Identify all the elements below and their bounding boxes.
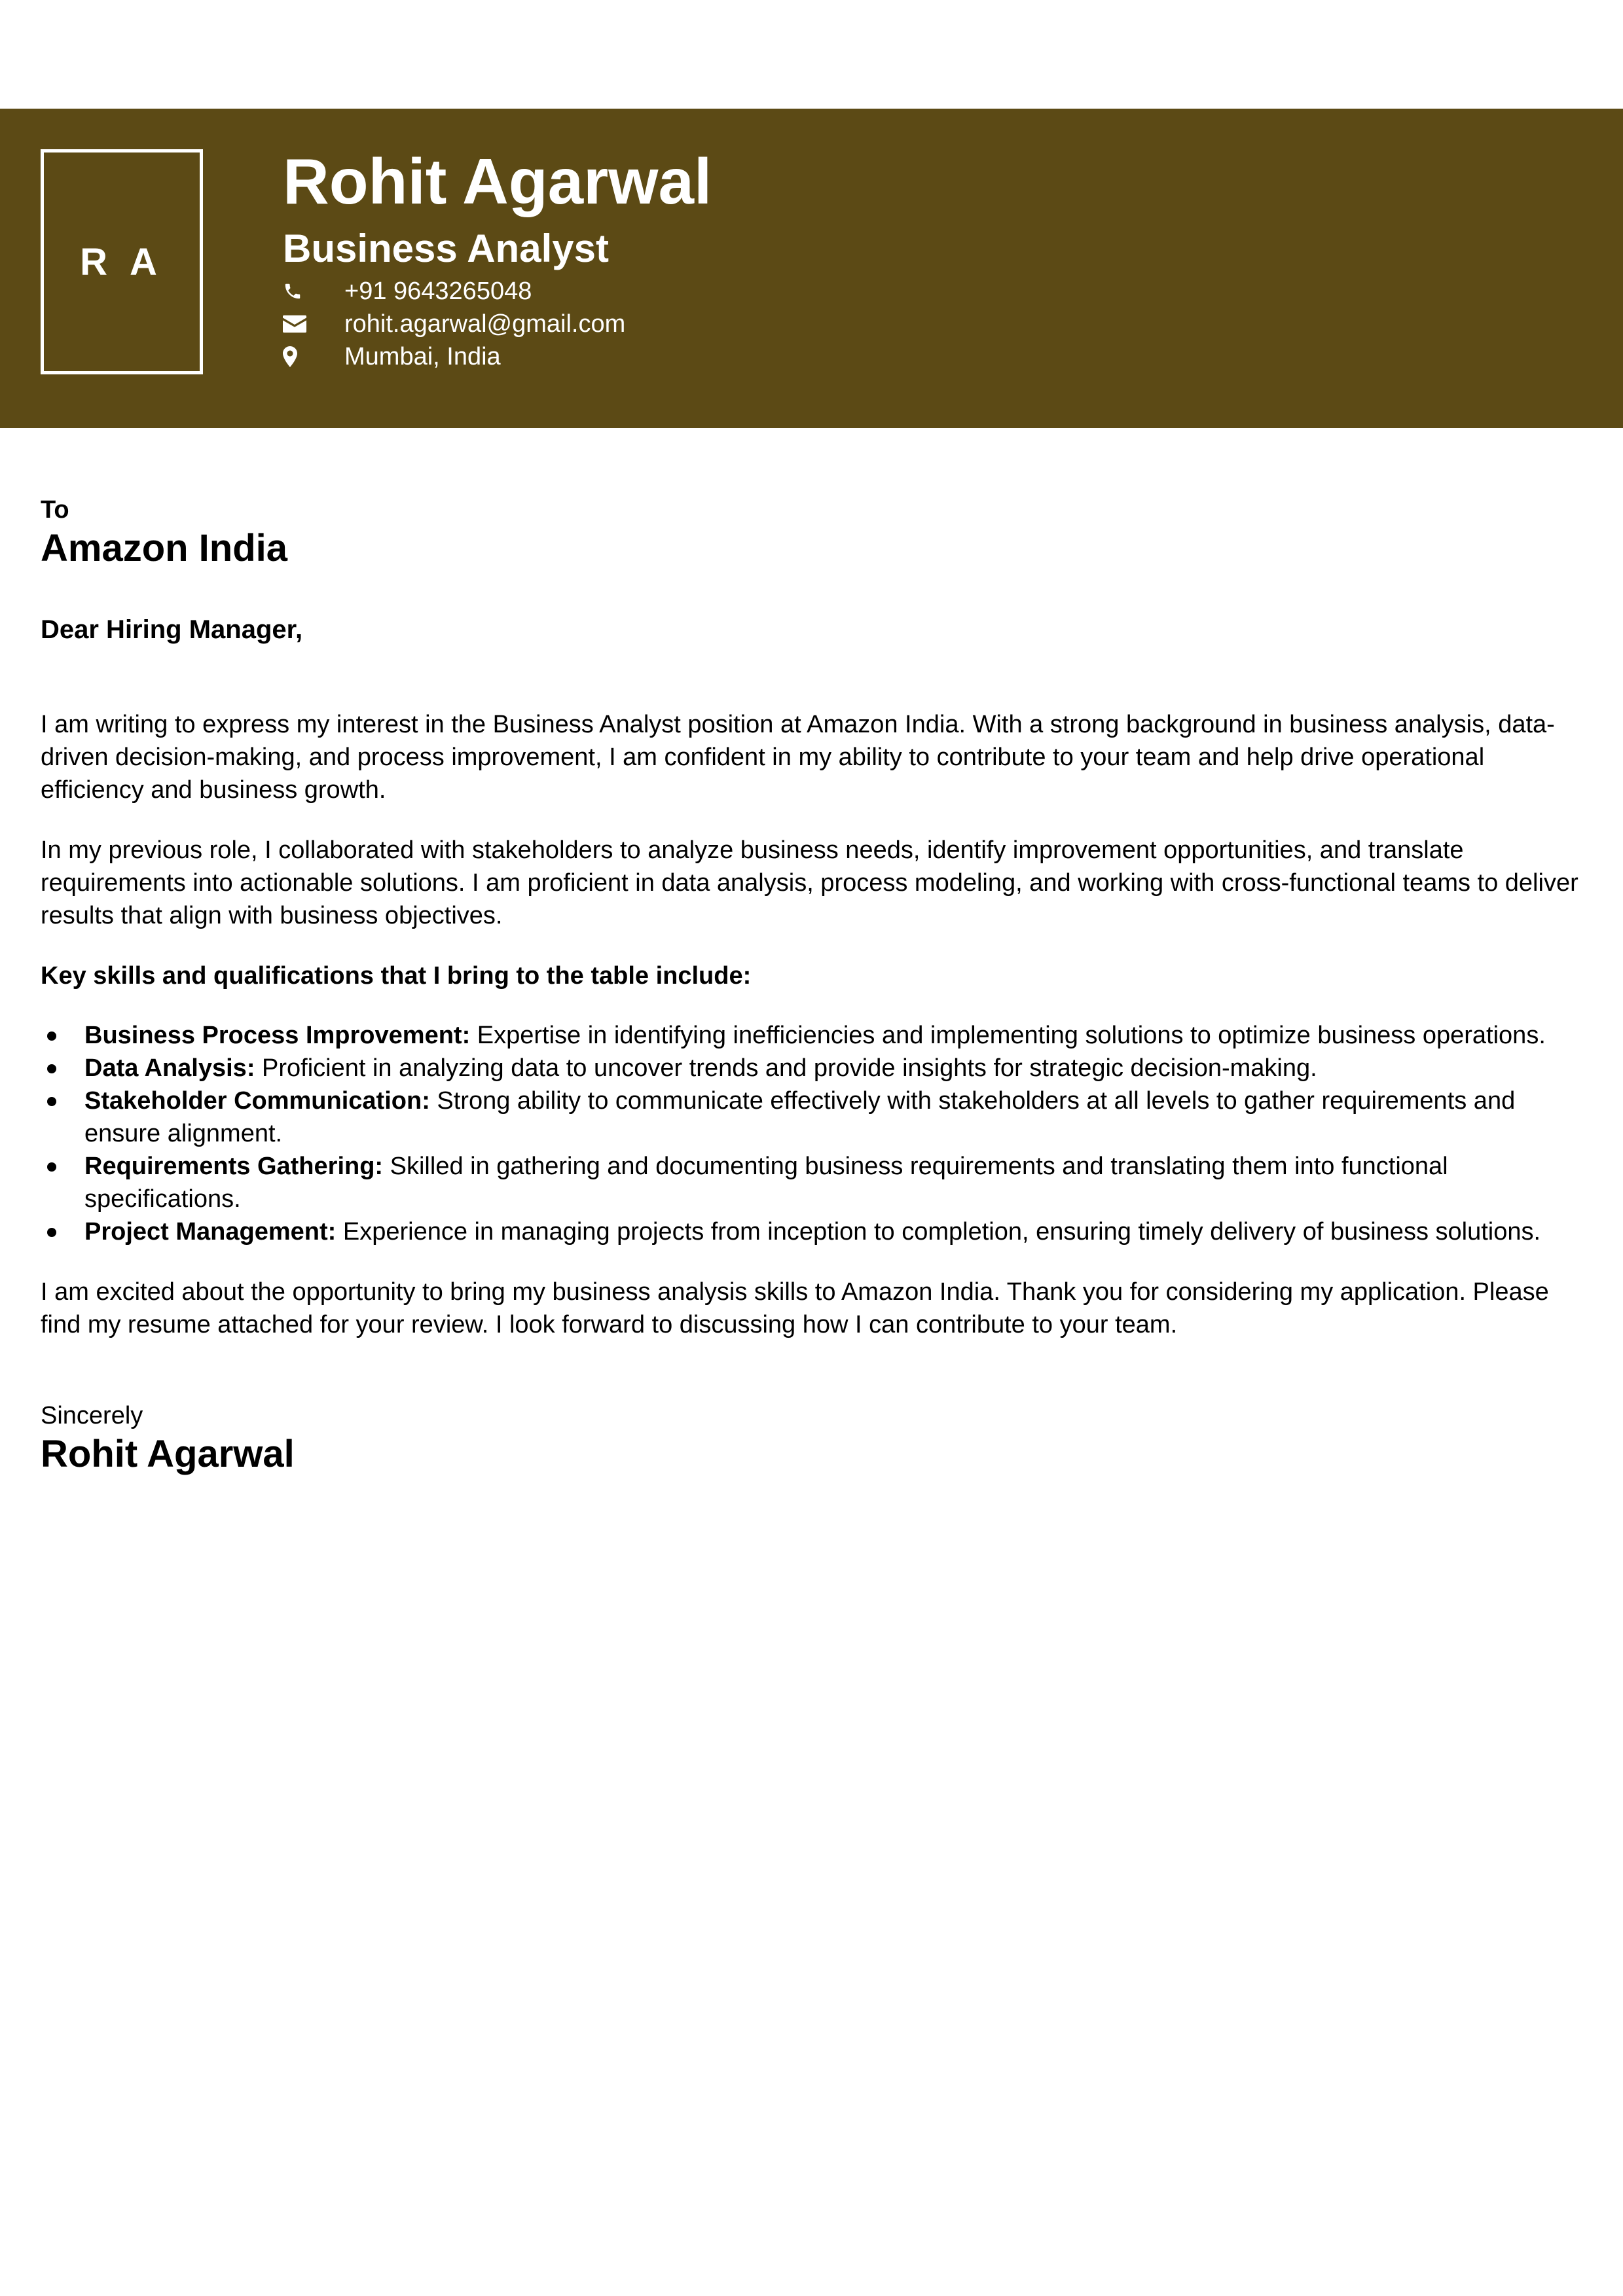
- skill-description: Experience in managing projects from inception to completion, ensuring timely delivery of business solutions.: [342, 1218, 1541, 1246]
- header-banner: [0, 109, 1623, 428]
- location-text: Mumbai, India: [344, 342, 501, 370]
- phone-text: +91 9643265048: [344, 277, 532, 305]
- skills-list: [41, 1019, 1586, 1248]
- contact-location: [283, 340, 501, 373]
- skill-description: Proficient in analyzing data to uncover trends and provide insights for strategic decision-making.: [262, 1054, 1317, 1082]
- skill-title: Business Process Improvement:: [84, 1022, 477, 1049]
- body-paragraph: I am writing to express my interest in the Business Analyst position at Amazon India. With a strong background in business analysis, data-driven decision-making, and process improvement, I am confident in my ability to contribute to your team and help drive operational efficiency and business growth.: [41, 711, 1555, 804]
- contact-phone: [283, 275, 532, 308]
- skill-title: Project Management:: [84, 1218, 343, 1246]
- email-text: rohit.agarwal@gmail.com: [344, 310, 626, 338]
- skills-intro: Key skills and qualifications that I bring to the table include:: [41, 962, 752, 990]
- recipient-label: To: [41, 496, 69, 524]
- bullet-icon: [47, 1064, 56, 1073]
- list-item: [41, 1052, 1586, 1085]
- bullet-icon: [47, 1097, 56, 1106]
- job-title: Business Analyst: [283, 226, 609, 270]
- applicant-name: Rohit Agarwal: [283, 145, 712, 217]
- bullet-icon: [47, 1031, 56, 1041]
- body-paragraph: In my previous role, I collaborated with stakeholders to analyze business needs, identify improvement opportunities, and translate requirements into actionable solutions. I am proficient in data analysis, process modeling, and working with cross-functional teams to deliver results that align with business objectives.: [41, 836, 1578, 929]
- salutation: Dear Hiring Manager,: [41, 615, 303, 644]
- list-item: [41, 1150, 1586, 1215]
- map-marker-icon: [283, 344, 306, 370]
- skill-title: Data Analysis:: [84, 1054, 263, 1082]
- skill-description: Strong ability to communicate effectively with stakeholders at all levels to gather requirements and ensure alignment.: [84, 1087, 1516, 1147]
- signature-name: Rohit Agarwal: [41, 1433, 295, 1475]
- phone-icon: [283, 278, 306, 304]
- bullet-icon: [47, 1162, 56, 1172]
- list-item: [41, 1019, 1586, 1052]
- bullet-icon: [47, 1228, 56, 1237]
- body-paragraph: I am excited about the opportunity to bring my business analysis skills to Amazon India. Thank you for considering my application. Please find my resume attached for your review. I look forward to discussing how I can contribute to your team.: [41, 1278, 1549, 1338]
- recipient-company: Amazon India: [41, 527, 288, 569]
- valediction: Sincerely: [41, 1402, 143, 1429]
- skill-title: Stakeholder Communication:: [84, 1087, 437, 1115]
- skill-description: Expertise in identifying inefficiencies and implementing solutions to optimize business operations.: [477, 1022, 1546, 1049]
- skill-title: Requirements Gathering:: [84, 1153, 390, 1180]
- envelope-icon: [283, 311, 306, 337]
- list-item: [41, 1085, 1586, 1150]
- contact-email: [283, 308, 626, 340]
- list-item: [41, 1215, 1586, 1248]
- skill-description: Skilled in gathering and documenting business requirements and translating them into functional specifications.: [84, 1153, 1448, 1213]
- monogram-box: R A: [41, 149, 203, 374]
